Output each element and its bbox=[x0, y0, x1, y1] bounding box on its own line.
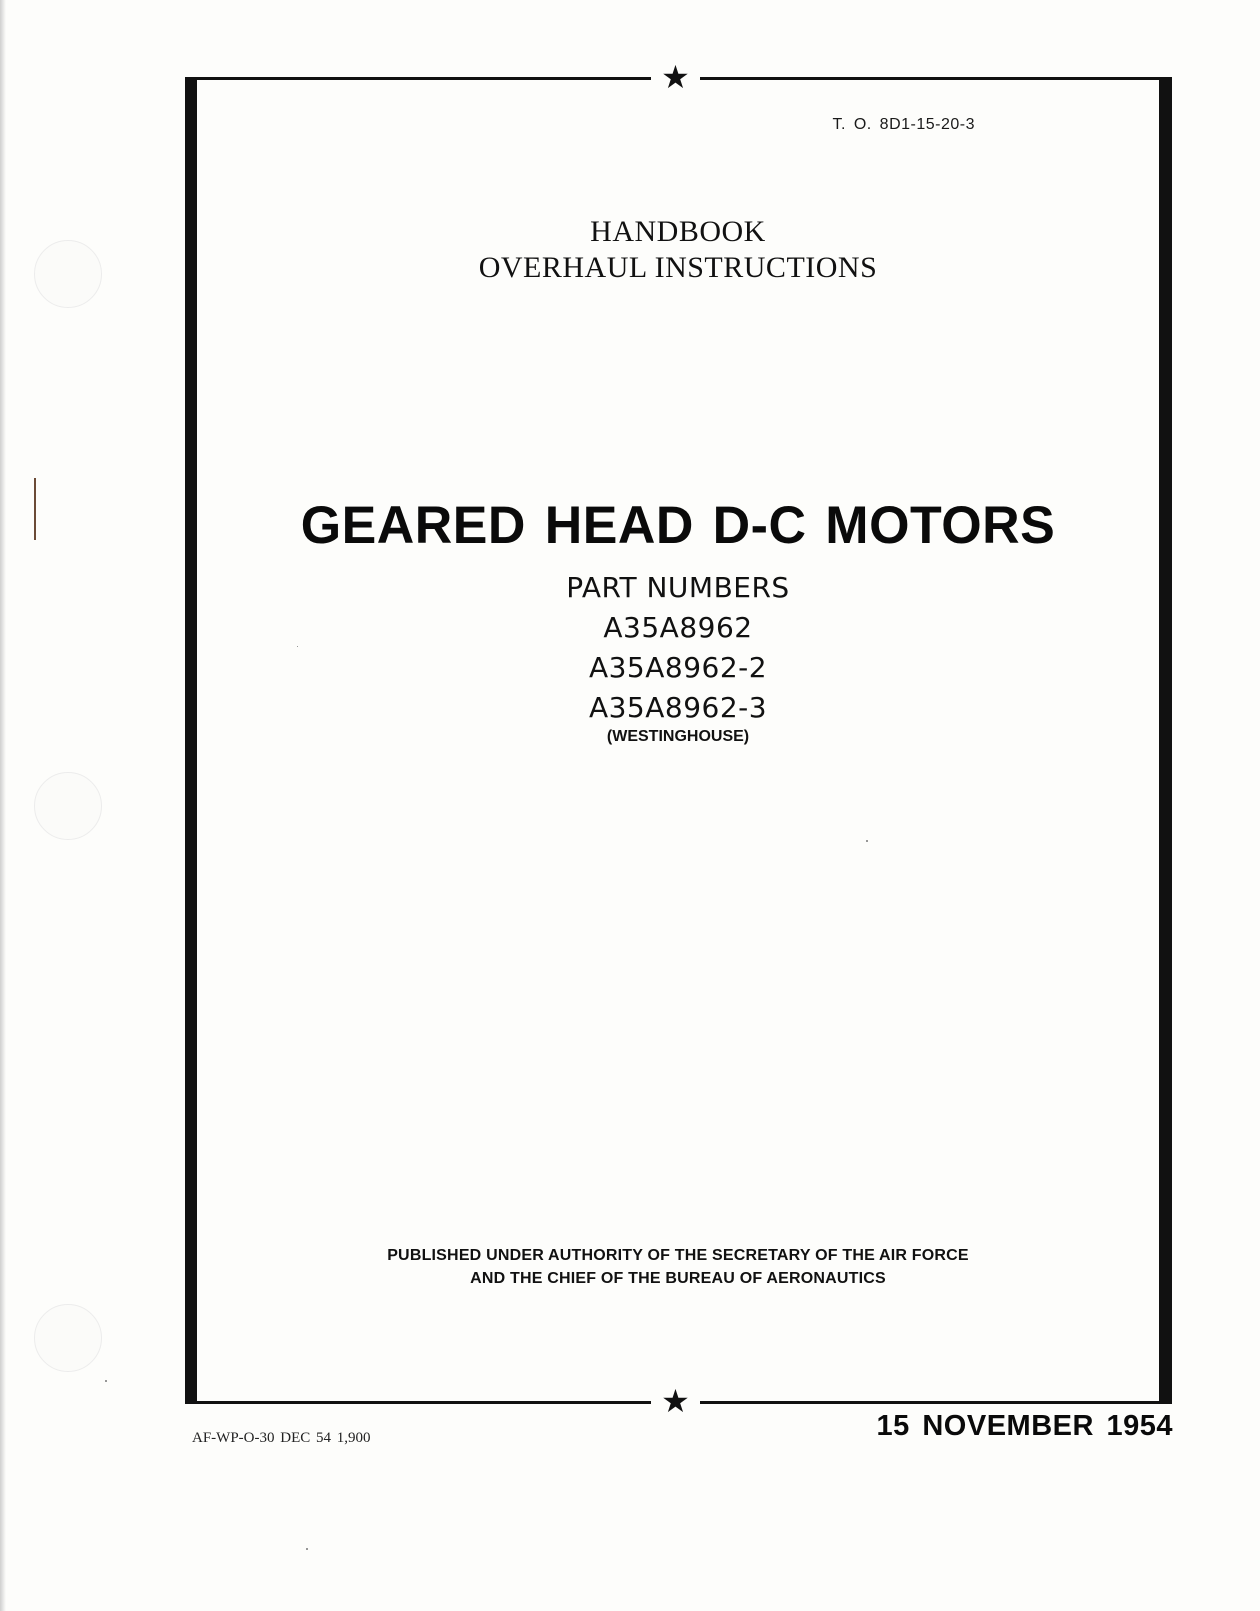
paper-speck bbox=[866, 840, 868, 842]
paper-speck bbox=[105, 1380, 107, 1382]
issue-date: 15 NOVEMBER 1954 bbox=[876, 1410, 1173, 1442]
authority-line: AND THE CHIEF OF THE BUREAU OF AERONAUTICS bbox=[470, 1270, 886, 1287]
page-edge bbox=[0, 0, 6, 1611]
technical-order-number: T. O. 8D1-15-20-3 bbox=[832, 116, 975, 133]
part-number-item: A35A8962-3 bbox=[588, 691, 768, 724]
authority-line: PUBLISHED UNDER AUTHORITY OF THE SECRETARY OF THE AIR FORCE bbox=[387, 1247, 969, 1264]
page-title: GEARED HEAD D-C MOTORS bbox=[300, 496, 1056, 555]
part-numbers-block bbox=[197, 568, 1159, 728]
paper-speck bbox=[306, 1548, 308, 1550]
handbook-line: HANDBOOK bbox=[590, 215, 766, 248]
frame-bottom-line-left bbox=[185, 1401, 651, 1404]
handbook-line: OVERHAUL INSTRUCTIONS bbox=[478, 251, 878, 284]
part-number-item: A35A8962-2 bbox=[588, 651, 768, 684]
part-numbers-heading: PART NUMBERS bbox=[566, 571, 790, 604]
frame-left-border bbox=[185, 77, 197, 1404]
frame-bottom-line-right bbox=[700, 1401, 1166, 1404]
punch-hole bbox=[34, 1304, 102, 1372]
frame-top-line-left bbox=[185, 77, 651, 80]
authority-statement bbox=[197, 1244, 1159, 1290]
frame-top-line-right bbox=[700, 77, 1166, 80]
manufacturer-label: (WESTINGHOUSE) bbox=[606, 728, 750, 745]
punch-hole bbox=[34, 240, 102, 308]
punch-hole bbox=[34, 772, 102, 840]
frame-right-border bbox=[1159, 77, 1172, 1404]
print-code: AF-WP-O-30 DEC 54 1,900 bbox=[192, 1430, 371, 1446]
handbook-heading bbox=[197, 214, 1159, 286]
binder-mark bbox=[34, 478, 36, 540]
part-number-item: A35A8962 bbox=[603, 611, 753, 644]
star-icon: ★ bbox=[661, 58, 690, 96]
paper-speck bbox=[297, 646, 298, 647]
star-icon: ★ bbox=[661, 1382, 690, 1420]
